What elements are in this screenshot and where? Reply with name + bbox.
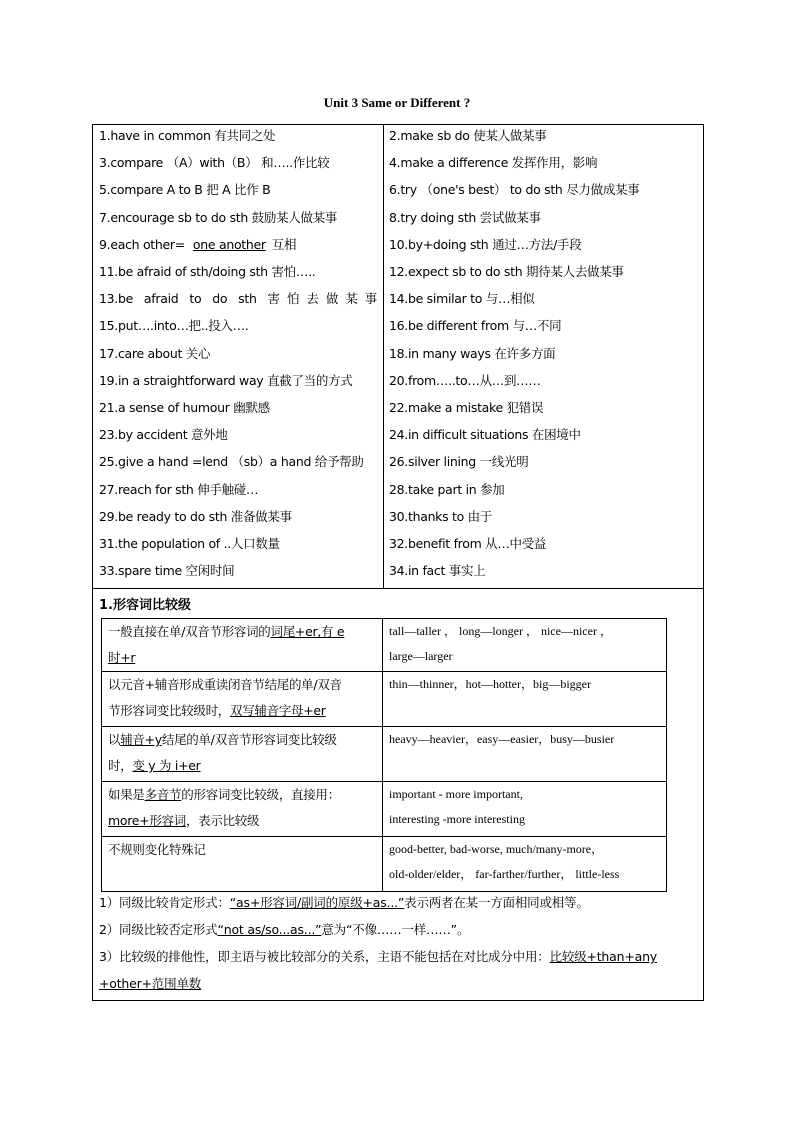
phrase-item: 23.by accident 意外地 [99,427,228,443]
phrase-item: 21.a sense of humour 幽默感 [99,400,270,415]
note-3: 3）比较级的排他性，即主语与被比较部分的关系，主语不能包括在对比成分中用：比较级+than+any [99,949,657,964]
comparative-rules-table [101,618,667,892]
page-title: Unit 3 Same or Different ? [323,95,471,110]
phrase-item: 16.be different from 与…不同 [389,318,562,334]
phrase-item: 34.in fact 事实上 [389,563,486,579]
table-row [102,837,667,892]
note-1: 1）同级比较肯定形式：“as+形容词/副词的原级+as...”表示两者在某一方面相同或相等。 [99,895,589,910]
phrase-item: 18.in many ways 在许多方面 [389,345,556,361]
table-row [102,672,667,727]
phrase-item: 4.make a difference 发挥作用，影响 [389,155,598,171]
example-cell: tall—taller ， long—longer ， nice—nicer ， large—larger [383,619,667,672]
phrase-item: 12.expect sb to do sth 期待某人去做某事 [389,264,624,279]
phrase-item: 2.make sb do 使某人做某事 [389,128,547,143]
phrase-item: 20.from…..to…从…到…… [389,372,541,388]
phrase-item: 32.benefit from 从…中受益 [389,536,547,551]
phrase-item: 22.make a mistake 犯错误 [389,400,544,415]
section-title: 1.形容词比较级 [99,598,191,613]
example-cell: important - more important, interesting -more interesting [383,782,667,837]
phrase-item: 30.thanks to 由于 [389,508,493,524]
phrase-item: 29.be ready to do sth 准备做某事 [99,508,292,524]
note-2: 2）同级比较否定形式“not as/so...as...”意为“不像……一样……”。 [99,922,470,937]
rule-cell: 不规则变化特殊记 [102,837,383,892]
phrase-item: 1.have in common 有共同之处 [99,128,276,143]
example-cell: good-better, bad-worse, much/many-more， old-older/elder， far-farther/further， little-less [383,837,667,892]
phrase-item: 7.encourage sb to do sth 鼓励某人做某事 [99,209,338,225]
rule-cell: 如果是多音节的形容词变比较级，直接用： more+形容词，表示比较级 [102,782,383,837]
table-row [102,619,667,672]
phrase-item: 5.compare A to B 把 A 比作 B [99,182,271,198]
phrase-table [93,125,703,588]
phrase-item: 19.in a straightforward way 直截了当的方式 [99,372,353,388]
phrase-item: 14.be similar to 与…相似 [389,291,535,307]
phrase-item: 17.care about 关心 [99,345,211,361]
phrase-item: 13.be afraid to do sth 害怕去做某事 [99,291,377,307]
column-divider [383,125,384,588]
phrase-item: 11.be afraid of sth/doing sth 害怕….. [99,264,316,279]
phrase-item: 25.give a hand =lend （sb）a hand 给予帮助 [99,454,364,470]
phrase-item: 15.put….into…把..投入…. [99,318,249,334]
phrase-item: 10.by+doing sth 通过…方法/手段 [389,236,582,252]
phrase-item: 8.try doing sth 尝试做某事 [389,209,541,225]
rule-cell: 以元音+辅音形成重读闭音节结尾的单/双音 节形容词变比较级时，双写辅音字母+er [102,672,383,727]
phrase-item: 31.the population of ..人口数量 [99,536,280,551]
rule-cell: 一般直接在单/双音节形容词的词尾+er,有 e 时+r [102,619,383,672]
rule-cell: 以辅音+y结尾的单/双音节形容词变比较级 时，变 y 为 i+er [102,727,383,782]
table-row [102,727,667,782]
phrase-item: 9.each other= one another 互相 [99,236,297,252]
phrase-item: 24.in difficult situations 在困境中 [389,427,581,443]
note-3-continued: +other+范围单数 [99,976,202,991]
phrase-item: 3.compare （A）with（B） 和…..作比较 [99,155,330,171]
table-row [102,782,667,837]
phrase-item: 33.spare time 空闲时间 [99,563,235,579]
section-divider [93,588,703,589]
content-table [92,124,704,1001]
phrase-item: 28.take part in 参加 [389,481,505,497]
phrase-item: 6.try （one's best） to do sth 尽力做成某事 [389,182,640,198]
example-cell: thin—thinner，hot—hotter，big—bigger [383,672,667,727]
phrase-item: 27.reach for sth 伸手触碰… [99,481,259,497]
phrase-item: 26.silver lining 一线光明 [389,454,529,470]
example-cell: heavy—heavier，easy—easier，busy—busier [383,727,667,782]
